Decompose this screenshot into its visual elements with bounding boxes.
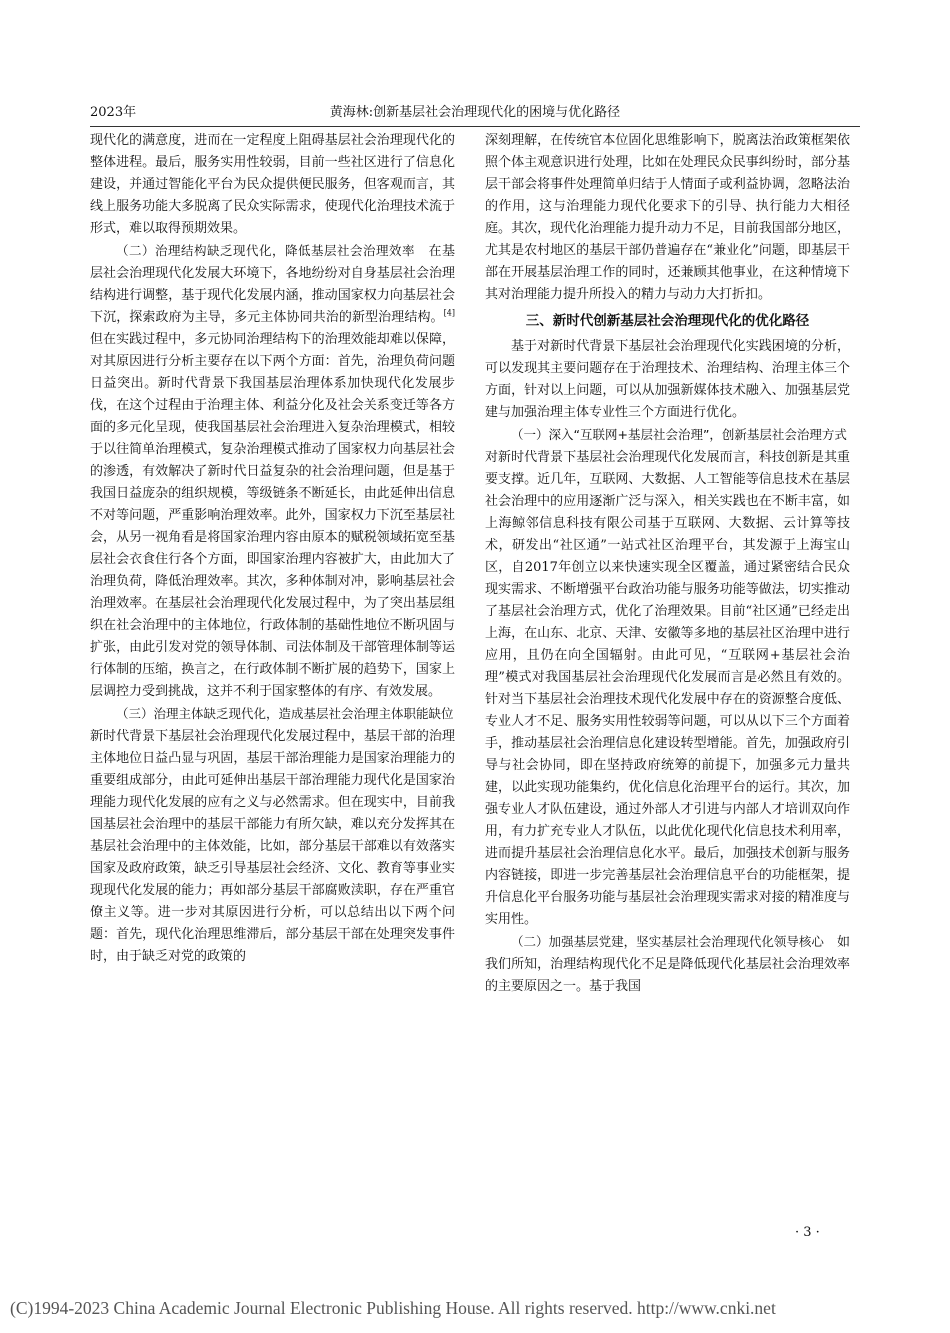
left-column — [90, 130, 467, 968]
paragraph: 深刻理解，在传统官本位固化思维影响下，脱离法治政策框架依照个体主观意识进行处理，比如在处理民众民事纠纷时，部分基层干部会将事件处理简单归结于人情面子或利益协调，忽略法治的作用，这与治理能力现代化要求下的引导、执行能力大相径庭。其次，现代化治理能力提升动力不足，目前我国部分地区，尤其是农村地区的基层干部仍普遍存在“兼业化”问题，即基层干部在开展基层治理工作的同时，还兼顾其他事业，在这种情境下其对治理能力提升所投入的精力与动力大打折扣。 — [485, 133, 850, 302]
paragraph: 现代化的满意度，进而在一定程度上阻碍基层社会治理现代化的整体进程。最后，服务实用性较弱，目前一些社区进行了信息化建设，并通过智能化平台为民众提供便民服务，但客观而言，其线上服务功能大多脱离了民众实际需求，使现代化治理技术流于形式，难以取得预期效果。 — [90, 133, 455, 236]
subsection-heading: （二）治理结构缺乏现代化，降低基层社会治理效率 — [116, 243, 415, 258]
paragraph-text: 对新时代背景下基层社会治理现代化发展而言，科技创新是其重要支撑。近几年，互联网、大数据、人工智能等信息技术在基层社会治理中的应用逐渐广泛与深入，相关实践也在不断丰富，如上海鲸邻信息科技有限公司基于互联网、大数据、云计算等技术，研发出“社区通”一站式社区治理平台，其发源于上海宝山区，自2017年创立以来快速实现全区覆盖，通过紧密结合民众现实需求、不断增强平台政治功能与服务功能等做法，切实推动了基层社会治理方式，优化了治理效果。目前“社区通”已经走出上海，在山东、北京、天津、安徽等多地的基层社区治理中进行应用，且仍在向全国辐射。由此可见，“互联网+基层社会治理”模式对我国基层社会治理现代化发展而言是必然且有效的。针对当下基层社会治理技术现代化发展中存在的资源整合度低、专业人才不足、服务实用性较弱等问题，可以从以下三个方面着手，推动基层社会治理信息化建设转型增能。首先，加强政府引导与社会协同，即在坚持政府统筹的前提下，加强多元力量共建，以此实现功能集约，优化信息化治理平台的运行。其次，加强专业人才队伍建设，通过外部人才引进与内部人才培训双向作用，有力扩充专业人才队伍，以此优化现代化信息技术利用率，进而提升基层社会治理信息化水平。最后，加强技术创新与服务内容链接，即进一步完善基层社会治理信息平台的功能框架，提升信息化平台服务功能与基层社会治理现实需求对接的精准度与实用性。 — [485, 428, 860, 927]
paragraph-text: 在基层社会治理现代化发展大环境下，各地纷纷对自身基层社会治理结构进行调整，基于现代化发展内涵，推动国家权力向基层社会下沉，探索政府为主导，多元主体协同共治的新型治理结构。 — [90, 244, 455, 325]
paragraph — [90, 240, 455, 703]
paragraph — [90, 703, 467, 968]
subsection-heading: （三）治理主体缺乏现代化，造成基层社会治理主体职能缺位 — [116, 706, 454, 721]
paragraph-text: 新时代背景下基层社会治理现代化发展过程中，基层干部的治理主体地位日益凸显与巩固，基层干部治理能力是国家治理能力的重要组成部分，由此可延伸出基层干部治理能力现代化是国家治理能力现代化发展的应有之义与必然需求。但在现实中，目前我国基层社会治理中的基层干部能力有所欠缺，难以充分发挥其在基层社会治理中的主体效能，比如，部分基层干部难以有效落实国家及政府政策，缺乏引导基层社会经济、文化、教育等事业实现现代化发展的能力；再如部分基层干部腐败渎职，存在严重官僚主义等。进一步对其原因进行分析，可以总结出以下两个问题：首先，现代化治理思维滞后，部分基层干部在处理突发事件时，由于缺乏对党的政策的 — [90, 707, 467, 964]
page-number: · 3 · — [795, 1225, 820, 1240]
section-heading: 三、新时代创新基层社会治理现代化的优化路径 — [525, 313, 810, 329]
paragraph-text: 如我们所知，治理结构现代化不足是降低现代化基层社会治理效率的主要原因之一。基于我国 — [485, 935, 850, 994]
paragraph — [485, 931, 850, 998]
subsection-heading: （一）深入“互联网+基层社会治理”，创新基层社会治理方式 — [511, 427, 847, 442]
header-year: 2023年 — [90, 105, 137, 120]
subsection-heading: （二）加强基层党建，坚实基层社会治理现代化领导核心 — [511, 934, 824, 949]
running-header — [90, 104, 860, 127]
paragraph: 基于对新时代背景下基层社会治理现代化实践困境的分析，可以发现其主要问题存在于治理技术、治理结构、治理主体三个方面，针对以上问题，可以从加强新媒体技术融入、加强基层党建与加强治理主体专业性三个方面进行优化。 — [485, 339, 850, 420]
right-column — [485, 130, 860, 998]
paragraph-text: 但在实践过程中，多元协同治理结构下的治理效能却难以保障，对其原因进行分析主要存在以下两个方面：首先，治理负荷问题日益突出。新时代背景下我国基层治理体系加快现代化发展步伐，在这个过程由于治理主体、利益分化及社会关系变迁等各方面的多元化呈现，使我国基层社会治理进入复杂治理模式，相较于以往简单治理模式，复杂治理模式推动了国家权力向基层社会的渗透，有效解决了新时代日益复杂的社会治理问题，但是基于我国日益庞杂的组织规模，等级链条不断延长，由此延伸出信息不对等问题，严重影响治理效率。此外，国家权力下沉至基层社会，从另一视角看是将国家治理内容由原本的赋税领域拓宽至基层社会衣食住行各个方面，即国家治理内容被扩大，由此加大了治理负荷，降低治理效率。其次，多种体制对冲，影响基层社会治理效率。在基层社会治理现代化发展过程中，为了突出基层组织在社会治理中的主体地位，行政体制的基础性地位不断巩固与扩张，由此引发对党的领导体制、司法体制及干部管理体制等运行体制的压缩，换言之，在行政体制不断扩展的趋势下，国家上层调控力受到挑战，这并不利于国家整体的有序、有效发展。 — [90, 332, 455, 699]
paragraph — [485, 424, 860, 931]
copyright-footer: (C)1994-2023 China Academic Journal Electronic Publishing House. All rights reserved. http://www.cnki.net — [10, 1298, 776, 1318]
citation-ref: [4] — [443, 308, 455, 318]
header-title: 黄海林:创新基层社会治理现代化的困境与优化路径 — [329, 105, 621, 120]
